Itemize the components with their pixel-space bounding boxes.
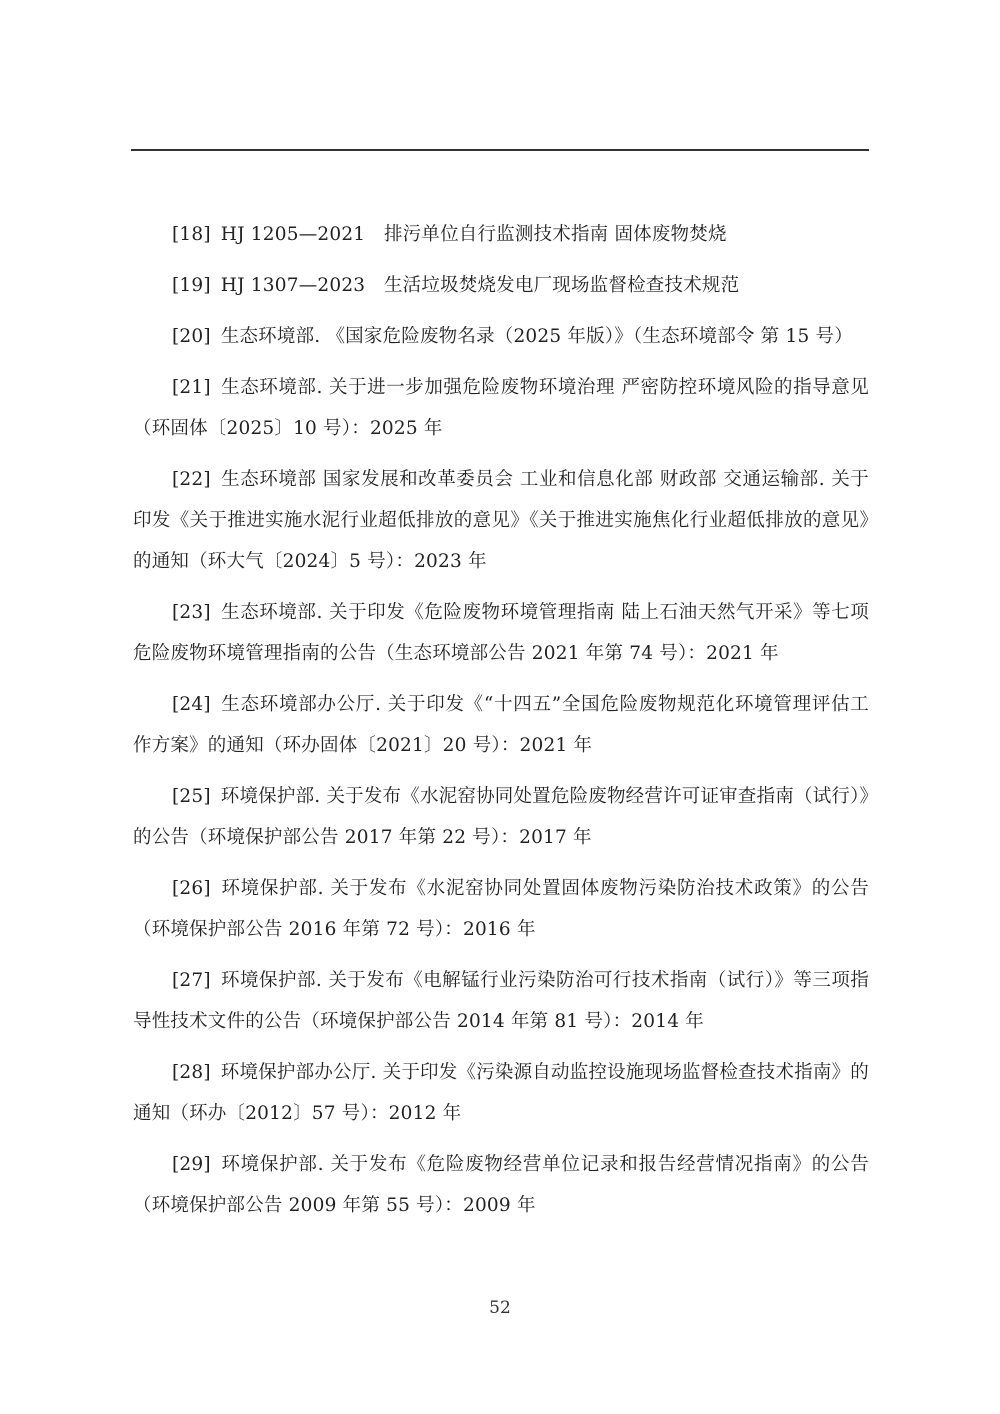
reference-number: [21]: [172, 377, 211, 398]
reference-number: [18]: [172, 224, 211, 245]
reference-number: [19]: [172, 275, 211, 296]
reference-number: [24]: [172, 694, 211, 715]
reference-number: [20]: [172, 326, 211, 347]
reference-list: [133, 214, 869, 1236]
reference-item: [133, 316, 869, 357]
reference-item: [133, 960, 869, 1042]
reference-number: [29]: [172, 1154, 211, 1175]
reference-number: [28]: [172, 1062, 211, 1083]
reference-text: 生态环境部. 《国家危险废物名录（2025 年版）》（生态环境部令 第 15 号）: [220, 326, 853, 347]
reference-number: [25]: [172, 786, 211, 807]
reference-item: [133, 367, 869, 449]
reference-item: [133, 459, 869, 582]
reference-text: HJ 1205—2021 排污单位自行监测技术指南 固体废物焚烧: [220, 224, 727, 245]
reference-text: 环境保护部. 关于发布《水泥窑协同处置固体废物污染防治技术政策》的公告（环境保护部公告 2016 年第 72 号）：2016 年: [133, 878, 869, 940]
reference-text: 环境保护部. 关于发布《危险废物经营单位记录和报告经营情况指南》的公告（环境保护部公告 2009 年第 55 号）：2009 年: [133, 1154, 869, 1216]
reference-item: [133, 1144, 869, 1226]
reference-text: 生态环境部办公厅. 关于印发《“十四五”全国危险废物规范化环境管理评估工作方案》的通知（环办固体〔2021〕20 号）：2021 年: [133, 694, 869, 756]
reference-text: 生态环境部 国家发展和改革委员会 工业和信息化部 财政部 交通运输部. 关于印发《关于推进实施水泥行业超低排放的意见》《关于推进实施焦化行业超低排放的意见》的通知（环大气〔2024〕5 号）：2023 年: [133, 469, 869, 572]
reference-item: [133, 868, 869, 950]
reference-text: 环境保护部. 关于发布《电解锰行业污染防治可行技术指南（试行）》等三项指导性技术文件的公告（环境保护部公告 2014 年第 81 号）：2014 年: [133, 970, 869, 1032]
reference-item: [133, 592, 869, 674]
header-rule: [131, 149, 869, 151]
reference-text: 环境保护部办公厅. 关于印发《污染源自动监控设施现场监督检查技术指南》的通知（环办〔2012〕57 号）：2012 年: [133, 1062, 869, 1124]
reference-item: [133, 776, 869, 858]
reference-item: [133, 684, 869, 766]
reference-text: 生态环境部. 关于进一步加强危险废物环境治理 严密防控环境风险的指导意见（环固体〔2025〕10 号）：2025 年: [133, 377, 869, 439]
reference-number: [27]: [172, 970, 211, 991]
reference-item: [133, 265, 869, 306]
reference-text: HJ 1307—2023 生活垃圾焚烧发电厂现场监督检查技术规范: [220, 275, 740, 296]
page-number: 52: [489, 1298, 511, 1318]
reference-item: [133, 214, 869, 255]
reference-number: [22]: [172, 469, 211, 490]
reference-number: [23]: [172, 602, 211, 623]
reference-item: [133, 1052, 869, 1134]
reference-text: 环境保护部. 关于发布《水泥窑协同处置危险废物经营许可证审查指南（试行）》的公告（环境保护部公告 2017 年第 22 号）：2017 年: [133, 786, 869, 848]
reference-number: [26]: [172, 878, 211, 899]
reference-text: 生态环境部. 关于印发《危险废物环境管理指南 陆上石油天然气开采》等七项危险废物环境管理指南的公告（生态环境部公告 2021 年第 74 号）：2021 年: [133, 602, 869, 664]
